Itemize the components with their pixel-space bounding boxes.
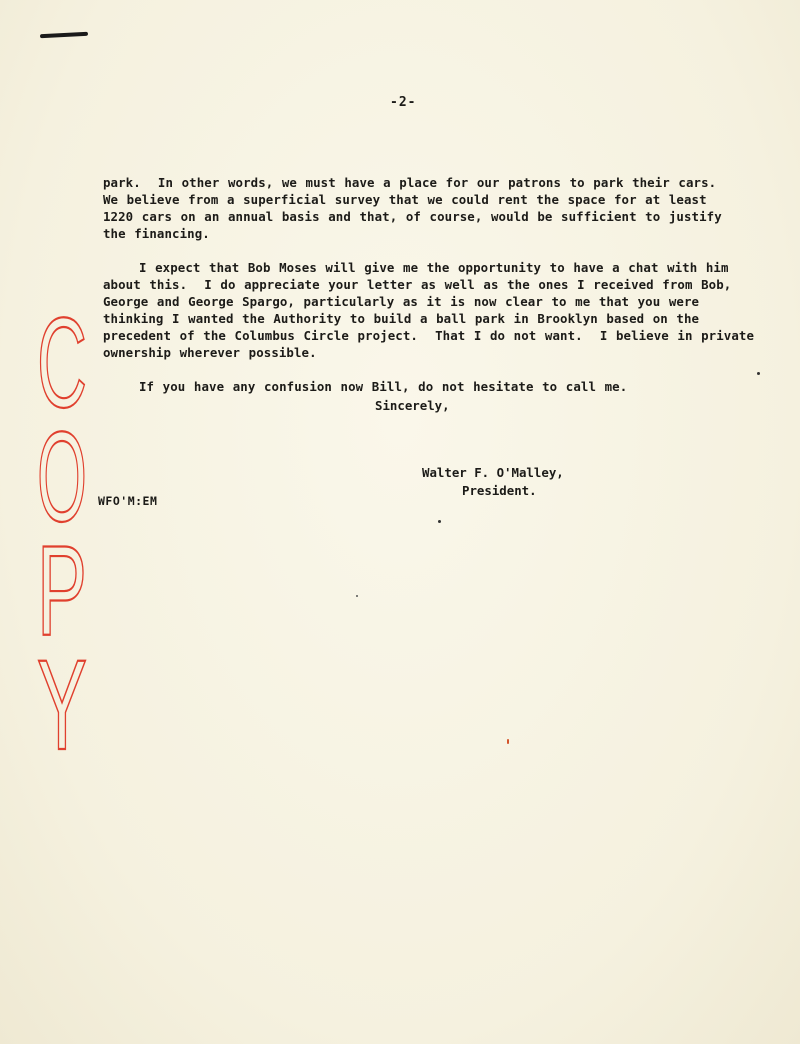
reference-initials: WFO'M:EM [98,494,158,508]
svg-text:C: C [37,315,87,415]
svg-text:O: O [37,429,87,529]
closing: Sincerely, [375,398,450,413]
body-line: about this. I do appreciate your letter as well as the ones I received from Bob, [103,277,732,292]
body-line: 1220 cars on an annual basis and that, of course, would be sufficient to justify [103,209,722,224]
signer-name: Walter F. O'Malley, [422,465,564,480]
body-line: If you have any confusion now Bill, do not hesitate to call me. [139,379,628,394]
copy-stamp-letter-o [34,429,90,529]
body-line: George and George Spargo, particularly as it is now clear to me that you were [103,294,700,309]
body-line: We believe from a superficial survey that we could rent the space for at least [103,192,707,207]
signature-block [422,464,564,500]
body-line: precedent of the Columbus Circle project. That I do not want. I believe in private [103,328,755,343]
letter-body [103,174,773,395]
body-line: ownership wherever possible. [103,345,317,360]
body-line: the financing. [103,226,210,241]
copy-stamp-letter-c [34,315,90,415]
signer-title: President. [462,483,537,498]
paper-speck [507,739,509,744]
body-line: thinking I wanted the Authority to build a ball park in Brooklyn based on the [103,311,700,326]
copy-stamp-letter-y [34,657,90,757]
svg-text:Y: Y [37,657,87,757]
paper-speck [356,595,358,597]
body-line: I expect that Bob Moses will give me the opportunity to have a chat with him [139,260,729,275]
body-line: park. In other words, we must have a place for our patrons to park their cars. [103,175,717,190]
page-number: -2- [390,95,417,110]
staple-mark [40,32,88,39]
copy-stamp [34,315,90,771]
svg-text:P: P [37,543,87,643]
paper-speck [438,520,441,523]
copy-stamp-letter-p [34,543,90,643]
paper-speck [757,372,760,375]
